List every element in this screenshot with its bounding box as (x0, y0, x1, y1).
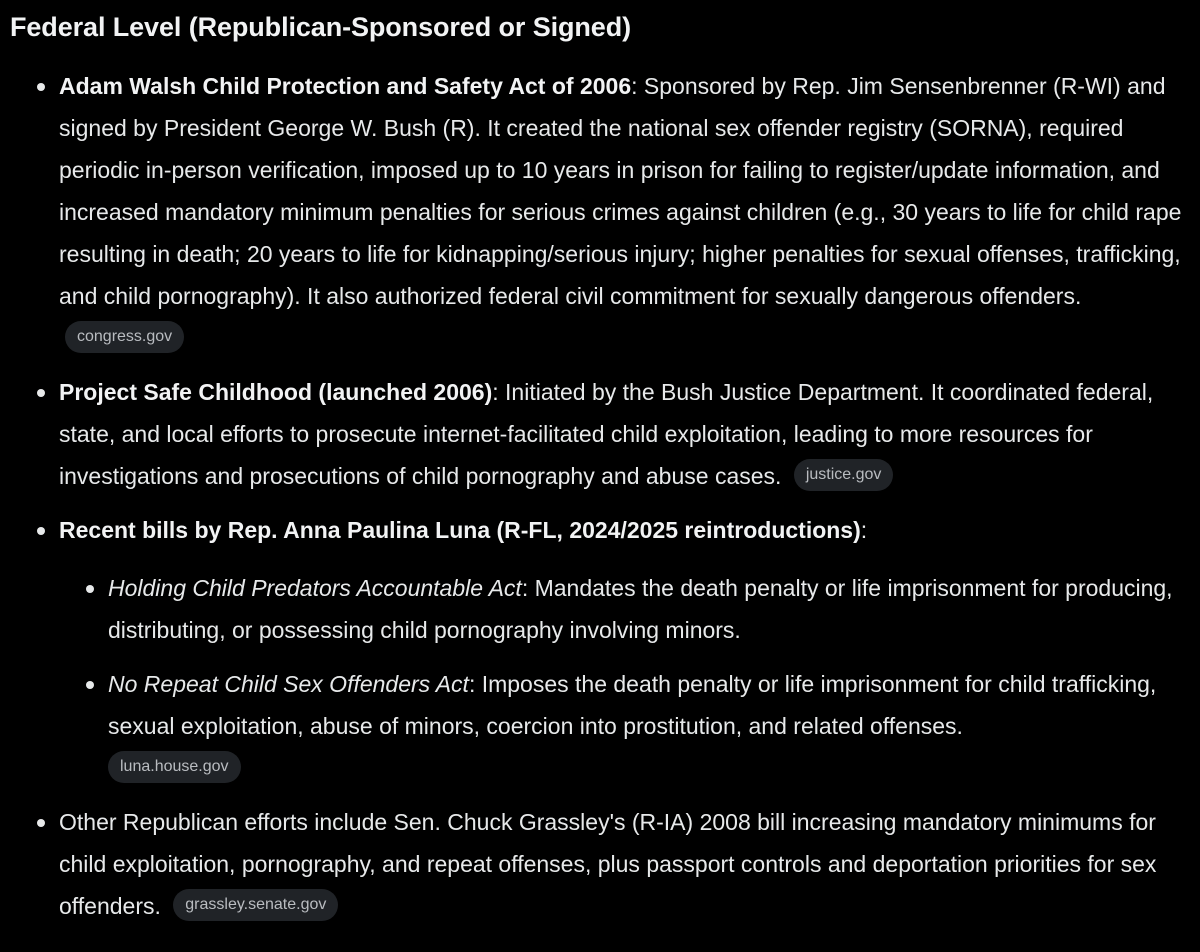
source-chip-grassley[interactable]: grassley.senate.gov (173, 889, 338, 921)
chip-line (108, 747, 1188, 789)
source-chip-congress[interactable]: congress.gov (65, 321, 184, 353)
sub-item-heading: No Repeat Child Sex Offenders Act (108, 671, 469, 697)
sub-item-text: : Mandates the death penalty or life imprisonment for producing, distributing, or possessing child pornography involving minors. (108, 575, 1173, 643)
item-text: : Initiated by the Bush Justice Department. It coordinated federal, state, and local efforts to prosecute internet-facilitated child exploitation, leading to more resources for investigations and prosecutions of child pornography and abuse cases. (59, 379, 1154, 489)
item-text: : (860, 517, 868, 543)
item-heading: Adam Walsh Child Protection and Safety Act of 2006 (59, 73, 632, 99)
bullet-list (10, 65, 1188, 927)
sub-item-no-repeat-offenders (59, 663, 1188, 789)
list-item-project-safe-childhood (10, 371, 1188, 497)
sub-bullet-list (59, 567, 1188, 789)
sub-item-heading: Holding Child Predators Accountable Act (108, 575, 522, 601)
list-item-grassley (10, 801, 1188, 927)
bullet-icon (37, 527, 45, 535)
bullet-icon (37, 819, 45, 827)
source-chip-luna[interactable]: luna.house.gov (108, 751, 241, 783)
sub-item-text: : Imposes the death penalty or life imprisonment for child trafficking, sexual exploitation, abuse of minors, coercion into prostitution, and related offenses. (108, 671, 1157, 739)
bullet-icon (37, 389, 45, 397)
section-title: Federal Level (Republican-Sponsored or Signed) (10, 12, 632, 42)
bullet-icon (37, 83, 45, 91)
sub-item-holding-child-predators (59, 567, 1188, 651)
bullet-icon (86, 585, 94, 593)
bullet-icon (86, 681, 94, 689)
item-text: Other Republican efforts include Sen. Chuck Grassley's (R-IA) 2008 bill increasing mandatory minimums for child exploitation, pornography, and repeat offenses, plus passport controls and deportation priorities for sex offenders. (59, 809, 1157, 919)
list-item-adam-walsh-act (10, 65, 1188, 359)
item-heading: Recent bills by Rep. Anna Paulina Luna (R-FL, 2024/2025 reintroductions) (59, 517, 861, 543)
source-chip-justice[interactable]: justice.gov (794, 459, 894, 491)
item-heading: Project Safe Childhood (launched 2006) (59, 379, 493, 405)
list-item-luna-bills (10, 509, 1188, 789)
item-text: : Sponsored by Rep. Jim Sensenbrenner (R-WI) and signed by President George W. Bush (R). It created the national sex offender registry (SORNA), required periodic in-person verification, imposed up to 10 years in prison for failing to register/update information, and increased mandatory minimum penalties for serious crimes against children (e.g., 30 years to life for child rape resulting in death; 20 years to life for kidnapping/serious injury; higher penalties for sexual offenses, trafficking, and child pornography). It also authorized federal civil commitment for sexually dangerous offenders. (59, 73, 1182, 309)
